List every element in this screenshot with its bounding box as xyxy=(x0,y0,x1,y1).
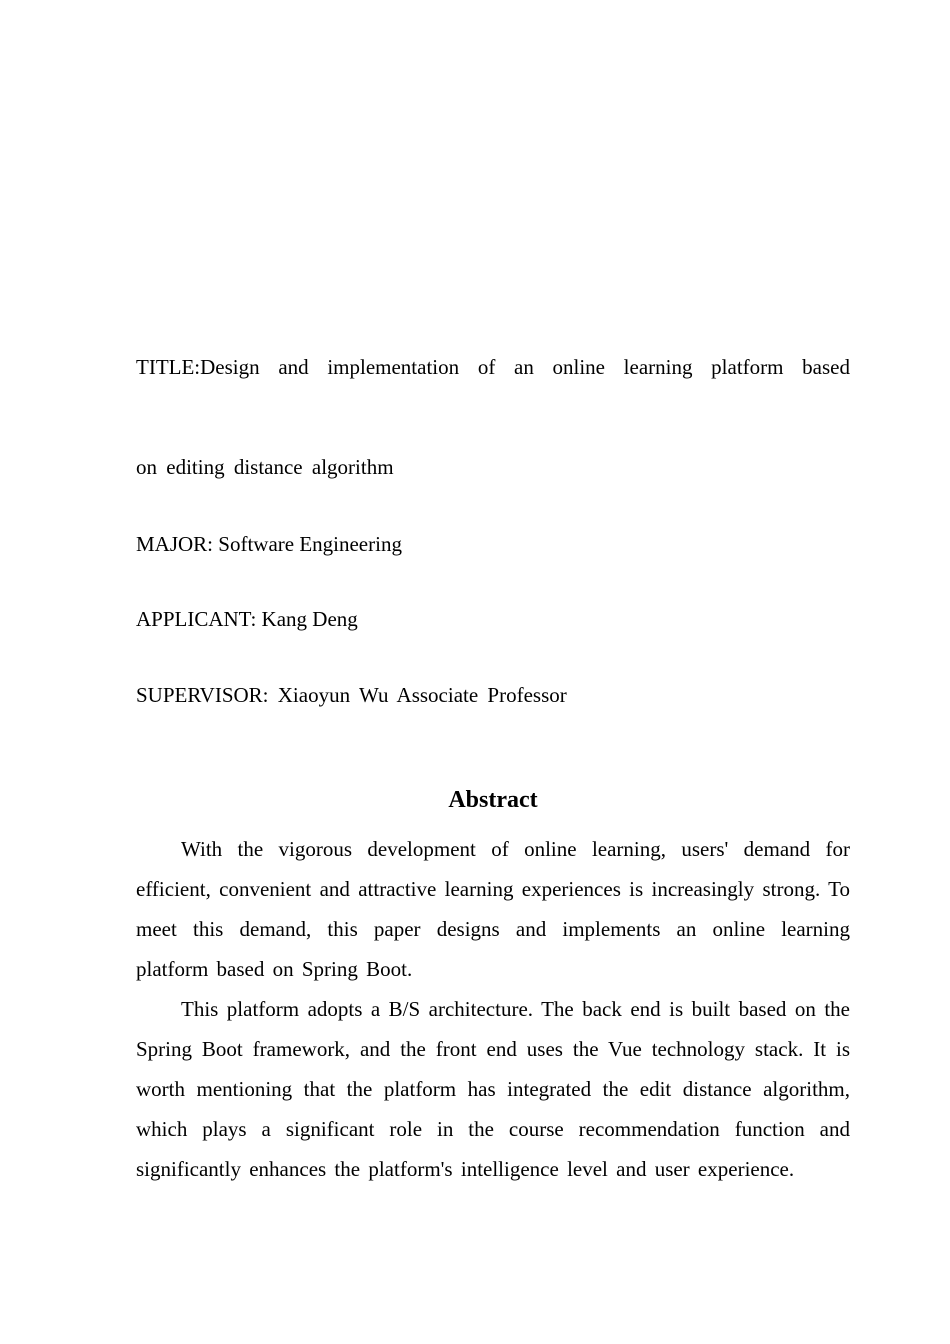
abstract-heading: Abstract xyxy=(448,787,538,813)
applicant-line: APPLICANT: Kang Deng xyxy=(136,607,358,631)
thesis-title-line-1: TITLE:Design and implementation of an online learning platform based xyxy=(136,355,850,379)
supervisor-line: SUPERVISOR: Xiaoyun Wu Associate Professor xyxy=(136,683,567,707)
abstract-paragraph-2: This platform adopts a B/S architecture. The back end is built based on the Spring Boot framework, and the front end uses the Vue technology stack. It is worth mentioning that the platform has integrated the edit distance algorithm, which plays a significant role in the course recommendation function and significantly enhances the platform's intelligence level and user experience. xyxy=(136,997,850,1181)
thesis-title-line-2: on editing distance algorithm xyxy=(136,455,394,479)
abstract-paragraph-1: With the vigorous development of online learning, users' demand for efficient, convenient and attractive learning experiences is increasingly strong. To meet this demand, this paper designs and implements an online learning platform based on Spring Boot. xyxy=(136,837,850,981)
major-line: MAJOR: Software Engineering xyxy=(136,532,402,556)
abstract-body xyxy=(136,829,850,1189)
